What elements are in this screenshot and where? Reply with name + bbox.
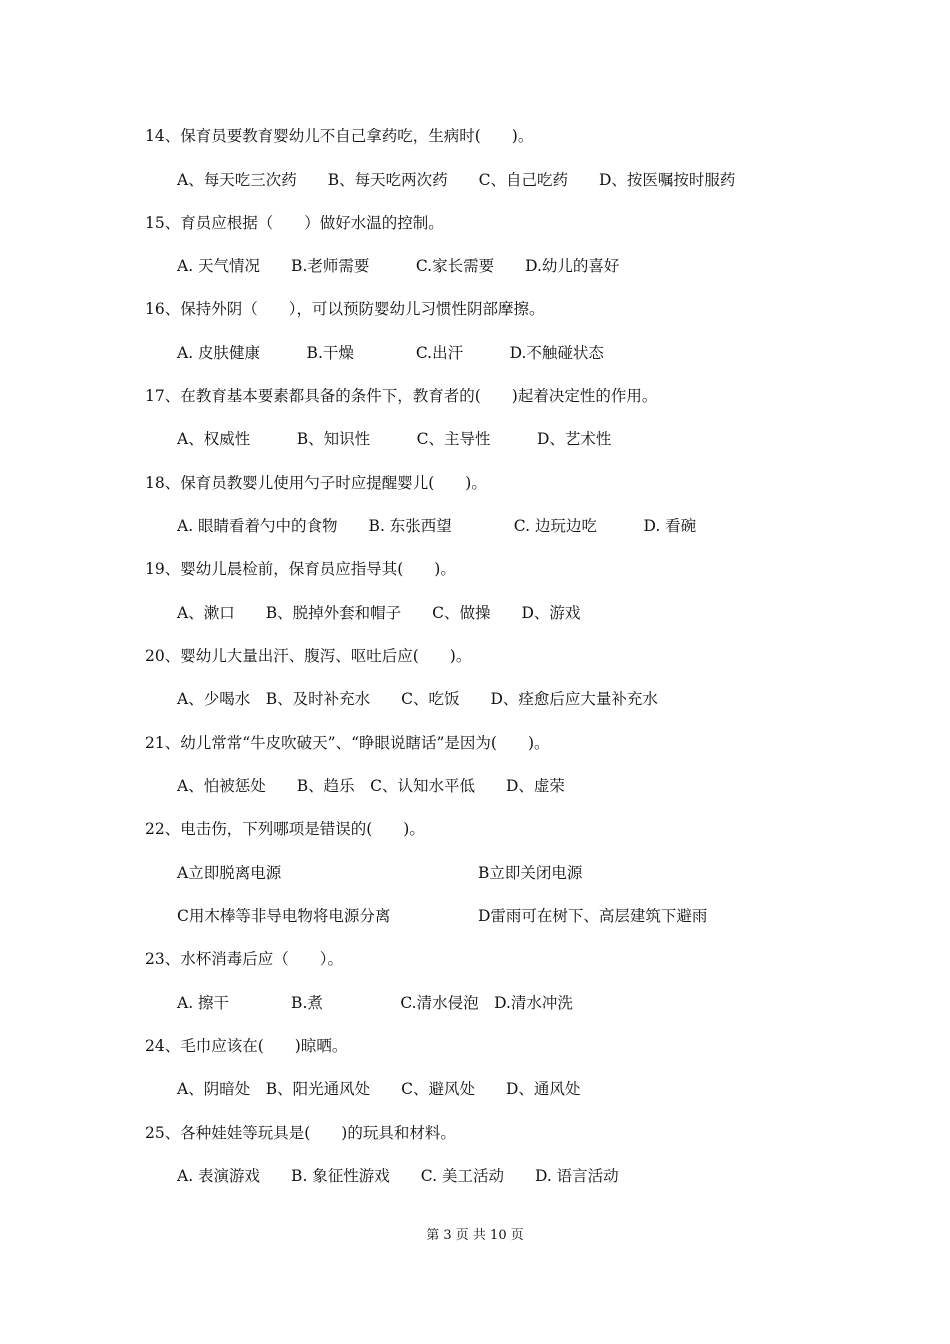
question-options: A. 表演游戏 B. 象征性游戏 C. 美工活动 D. 语言活动	[177, 1167, 619, 1185]
question-options: A. 天气情况 B.老师需要 C.家长需要 D.幼儿的喜好	[177, 257, 620, 275]
page-footer: 第 3 页 共 10 页	[426, 1228, 524, 1243]
question-stem: 22、电击伤，下列哪项是错误的( )。	[145, 820, 425, 838]
question-option-a: A立即脱离电源	[177, 864, 282, 882]
question-option-b: B立即关闭电源	[478, 864, 583, 882]
question-stem: 21、幼儿常常“牛皮吹破天”、“睁眼说瞎话”是因为( )。	[145, 734, 550, 752]
question-options: A. 皮肤健康 B.干燥 C.出汗 D.不触碰状态	[177, 344, 604, 362]
question-options: A、漱口 B、脱掉外套和帽子 C、做操 D、游戏	[177, 604, 581, 622]
question-stem: 19、婴幼儿晨检前，保育员应指导其( )。	[145, 560, 456, 578]
question-stem: 17、在教育基本要素都具备的条件下，教育者的( )起着决定性的作用。	[145, 387, 658, 405]
question-stem: 18、保育员教婴儿使用勺子时应提醒婴儿( )。	[145, 474, 487, 492]
question-options: A. 擦干 B.煮 C.清水侵泡 D.清水冲洗	[177, 994, 573, 1012]
question-options: A、怕被惩处 B、趋乐 C、认知水平低 D、虚荣	[177, 777, 565, 795]
question-options: A、权威性 B、知识性 C、主导性 D、艺术性	[177, 430, 612, 448]
question-stem: 24、毛巾应该在( )晾晒。	[145, 1037, 348, 1055]
question-option-c: C用木棒等非导电物将电源分离	[177, 907, 391, 925]
question-options: A. 眼睛看着勺中的食物 B. 东张西望 C. 边玩边吃 D. 看碗	[177, 517, 697, 535]
question-stem: 23、水杯消毒后应（ ）。	[145, 950, 343, 968]
question-option-d: D雷雨可在树下、高层建筑下避雨	[478, 907, 708, 925]
question-options: A、阴暗处 B、阳光通风处 C、避风处 D、通风处	[177, 1080, 581, 1098]
question-options: A、每天吃三次药 B、每天吃两次药 C、自己吃药 D、按医嘱按时服药	[177, 171, 736, 189]
question-stem: 15、育员应根据（ ）做好水温的控制。	[145, 214, 444, 232]
question-stem: 20、婴幼儿大量出汗、腹泻、呕吐后应( )。	[145, 647, 472, 665]
question-stem: 16、保持外阴（ ），可以预防婴幼儿习惯性阴部摩擦。	[145, 300, 545, 318]
question-stem: 25、各种娃娃等玩具是( )的玩具和材料。	[145, 1124, 456, 1142]
question-stem: 14、保育员要教育婴幼儿不自己拿药吃，生病时( )。	[145, 127, 534, 145]
question-options: A、少喝水 B、及时补充水 C、吃饭 D、痊愈后应大量补充水	[177, 690, 658, 708]
